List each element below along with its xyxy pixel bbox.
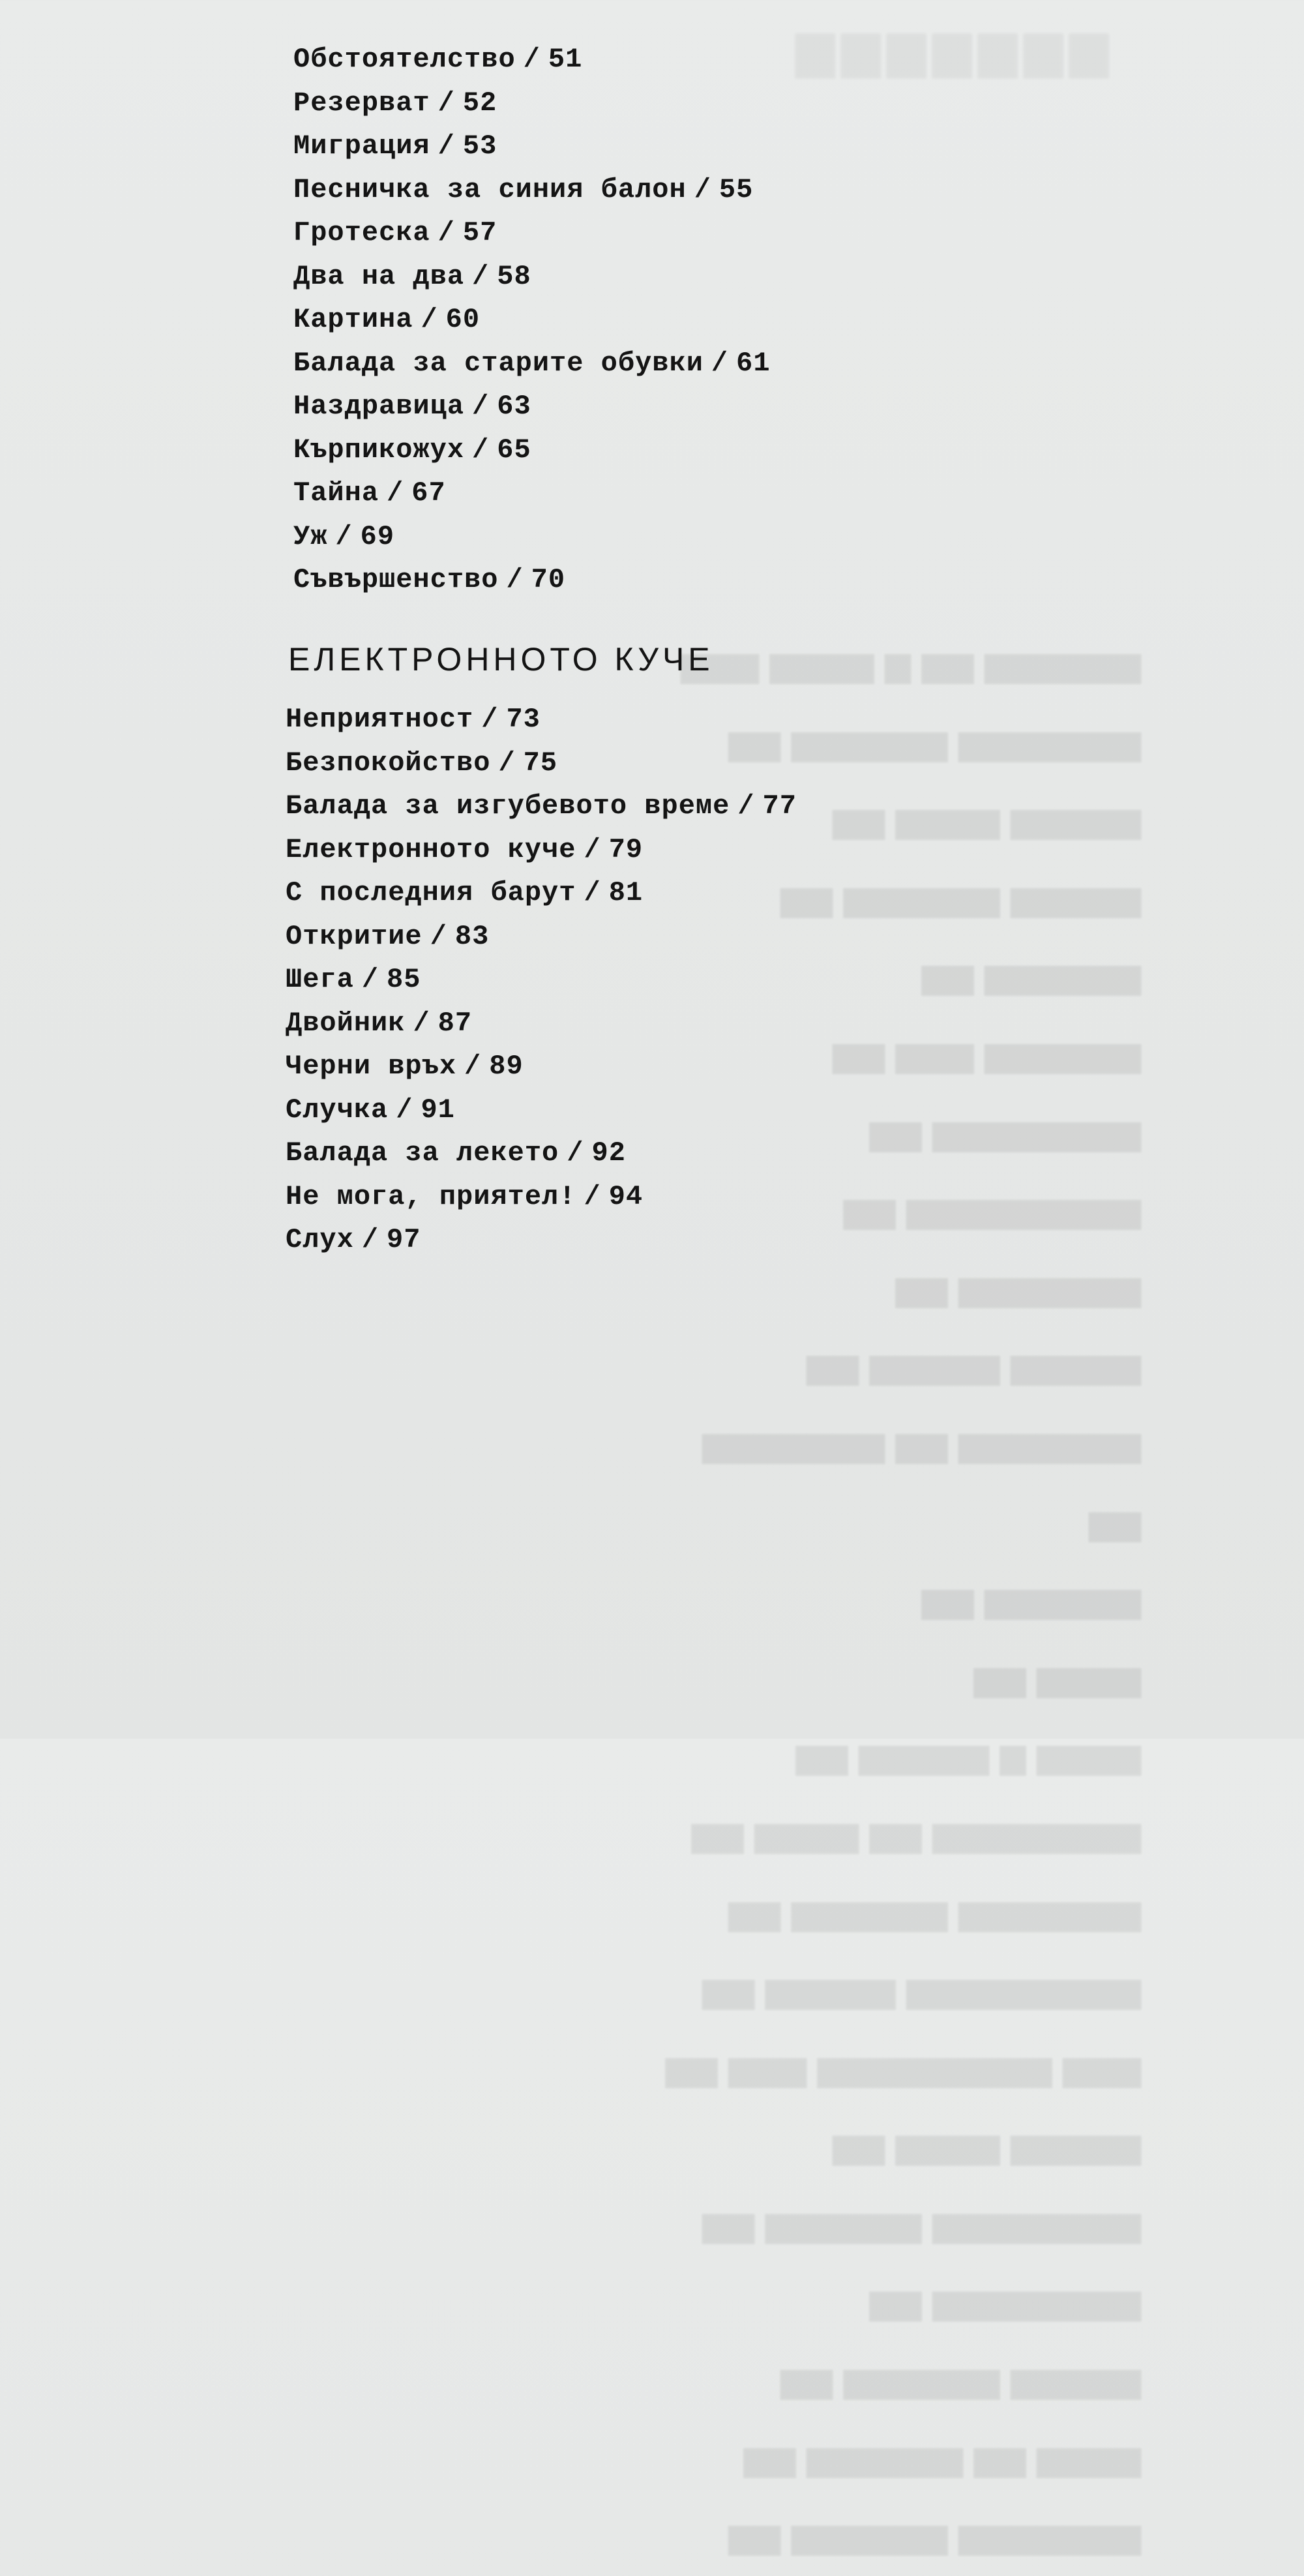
- entry-page-number: 92: [591, 1137, 626, 1169]
- toc-entry: [293, 38, 771, 82]
- toc-entry: [286, 1218, 797, 1262]
- entry-separator: /: [464, 1051, 482, 1082]
- entry-page-number: 70: [531, 564, 566, 595]
- entry-page-number: 73: [506, 704, 541, 735]
- entry-separator: /: [437, 217, 455, 248]
- entry-separator: /: [437, 130, 455, 162]
- toc-entry: [286, 1045, 797, 1088]
- toc-entry: [286, 785, 797, 828]
- entry-title: Уж: [293, 520, 328, 552]
- entry-title: Не мога, приятел!: [286, 1180, 576, 1212]
- entry-separator: /: [584, 833, 601, 865]
- toc-entry: [293, 255, 771, 299]
- toc-entry: [293, 472, 771, 515]
- toc-entry: [293, 428, 771, 472]
- toc-entry: [293, 558, 771, 602]
- entry-page-number: 57: [462, 217, 497, 248]
- toc-entry: [286, 915, 797, 959]
- entry-title: Наздравица: [293, 391, 465, 422]
- entry-separator: /: [361, 1224, 379, 1255]
- entry-separator: /: [472, 434, 490, 466]
- entry-page-number: 67: [411, 477, 446, 509]
- toc-entry: [286, 698, 797, 741]
- toc-list-section: [286, 698, 797, 1262]
- toc-entry: [286, 741, 797, 785]
- entry-page-number: 91: [421, 1094, 455, 1126]
- toc-entry: [293, 125, 771, 168]
- toc-entry: [293, 515, 771, 559]
- entry-title: Балада за старите обувки: [293, 347, 704, 379]
- entry-title: Балада за лекето: [286, 1137, 559, 1169]
- toc-entry: [293, 211, 771, 255]
- entry-page-number: 51: [548, 44, 583, 75]
- toc-entry: [293, 168, 771, 212]
- toc-entry: [286, 1175, 797, 1219]
- entry-title: Неприятност: [286, 704, 474, 735]
- entry-separator: /: [567, 1137, 584, 1169]
- entry-separator: /: [430, 920, 447, 952]
- entry-separator: /: [472, 260, 490, 292]
- entry-separator: /: [506, 564, 524, 595]
- entry-title: Двойник: [286, 1007, 406, 1039]
- entry-separator: /: [472, 391, 490, 422]
- entry-title: Обстоятелство: [293, 44, 516, 75]
- entry-title: Откритие: [286, 920, 422, 952]
- entry-separator: /: [498, 747, 516, 779]
- entry-separator: /: [335, 520, 353, 552]
- toc-entry: [286, 1131, 797, 1175]
- entry-separator: /: [421, 304, 438, 335]
- entry-title: Шега: [286, 964, 354, 995]
- toc-entry: [293, 298, 771, 342]
- section-heading: ЕЛЕКТРОННОТО КУЧЕ: [288, 641, 714, 678]
- entry-page-number: 63: [497, 391, 531, 422]
- toc-entry: [293, 82, 771, 125]
- toc-entry: [293, 385, 771, 428]
- entry-title: Случка: [286, 1094, 389, 1126]
- entry-title: Миграция: [293, 130, 430, 162]
- entry-separator: /: [387, 477, 404, 509]
- entry-page-number: 85: [387, 964, 421, 995]
- entry-title: Кърпикожух: [293, 434, 465, 466]
- entry-title: Гротеска: [293, 217, 430, 248]
- entry-title: Съвършенство: [293, 564, 499, 595]
- toc-entry: [286, 1002, 797, 1045]
- entry-title: Картина: [293, 304, 413, 335]
- show-through-text: ▆▆▆▆▆▆ ▆▆ ▆ ▆▆▆▆ ▆▆▆ ▆▆▆▆▆▆▆ ▆▆▆▆▆▆ ▆▆ ▆▆▆▆▆ ▆▆▆▆ ▆▆ ▆▆▆▆▆ ▆▆▆▆▆▆ ▆▆ ▆▆▆▆▆▆ ▆▆ ▆▆▆▆▆▆ ▆▆▆ ▆▆ ▆▆▆▆▆▆▆▆ ▆▆ ▆▆▆▆▆▆▆▆▆ ▆▆ ▆▆▆▆▆▆▆ ▆▆ ▆▆▆▆▆ ▆▆▆▆▆ ▆▆ ▆▆▆▆▆▆▆ ▆▆ ▆▆▆▆▆▆▆ ▆▆ ▆▆▆▆▆▆ ▆▆ ▆▆▆▆ ▆▆ ▆▆▆▆ ▆ ▆▆▆▆▆ ▆▆ ▆▆▆▆▆▆▆▆ ▆▆ ▆▆▆▆ ▆▆ ▆▆▆▆▆▆▆ ▆▆▆▆▆▆ ▆▆ ▆▆▆▆▆▆▆▆▆ ▆▆▆▆▆ ▆▆ ▆▆▆ ▆▆▆▆▆▆▆▆▆ ▆▆▆ ▆▆ ▆▆▆▆▆ ▆▆▆▆ ▆▆ ▆▆▆▆▆▆▆▆ ▆▆▆▆▆▆ ▆▆ ▆▆▆▆▆▆▆▆ ▆▆ ▆▆▆▆▆ ▆▆▆▆▆▆ ▆▆ ▆▆▆▆ ▆▆ ▆▆▆▆▆▆ ▆▆ ▆▆▆▆▆▆▆ ▆▆▆▆▆▆ ▆▆: [665, 645, 1141, 2556]
- entry-separator: /: [413, 1007, 430, 1039]
- entry-separator: /: [584, 1180, 601, 1212]
- entry-page-number: 53: [462, 130, 497, 162]
- toc-entry: [286, 958, 797, 1002]
- entry-title: Балада за изгубевото време: [286, 790, 730, 822]
- entry-page-number: 69: [360, 520, 395, 552]
- entry-page-number: 60: [445, 304, 481, 335]
- entry-title: Безпокойство: [286, 747, 491, 779]
- entry-page-number: 55: [719, 173, 754, 205]
- entry-page-number: 61: [736, 347, 771, 379]
- entry-page-number: 58: [497, 260, 531, 292]
- entry-page-number: 79: [608, 833, 644, 865]
- show-through-heading: ▆▆▆▆▆▆▆: [789, 20, 1108, 78]
- entry-page-number: 77: [762, 790, 797, 822]
- toc-entry: [293, 342, 771, 385]
- entry-separator: /: [396, 1094, 413, 1126]
- toc-entry: [286, 828, 797, 872]
- entry-separator: /: [361, 964, 379, 995]
- entry-separator: /: [437, 87, 455, 119]
- entry-page-number: 87: [437, 1007, 473, 1039]
- entry-page-number: 83: [454, 920, 490, 952]
- toc-entry: [286, 1088, 797, 1132]
- toc-list-continued: [293, 38, 771, 602]
- entry-title: Тайна: [293, 477, 379, 509]
- entry-page-number: 65: [497, 434, 531, 466]
- entry-separator: /: [584, 877, 601, 908]
- entry-title: Резерват: [293, 87, 430, 119]
- entry-separator: /: [711, 347, 729, 379]
- entry-page-number: 94: [608, 1180, 644, 1212]
- entry-page-number: 97: [387, 1224, 421, 1255]
- entry-title: Два на два: [293, 260, 465, 292]
- entry-separator: /: [694, 173, 711, 205]
- entry-title: Електронното куче: [286, 833, 576, 865]
- entry-separator: /: [481, 704, 499, 735]
- entry-title: Черни връх: [286, 1051, 457, 1082]
- entry-title: Слух: [286, 1224, 354, 1255]
- entry-page-number: 75: [523, 747, 558, 779]
- entry-separator: /: [737, 790, 755, 822]
- toc-entry: [286, 871, 797, 915]
- entry-separator: /: [523, 44, 541, 75]
- entry-page-number: 89: [489, 1051, 524, 1082]
- entry-page-number: 81: [608, 877, 644, 908]
- entry-title: Песничка за синия балон: [293, 173, 687, 205]
- entry-page-number: 52: [462, 87, 497, 119]
- entry-title: С последния барут: [286, 877, 576, 908]
